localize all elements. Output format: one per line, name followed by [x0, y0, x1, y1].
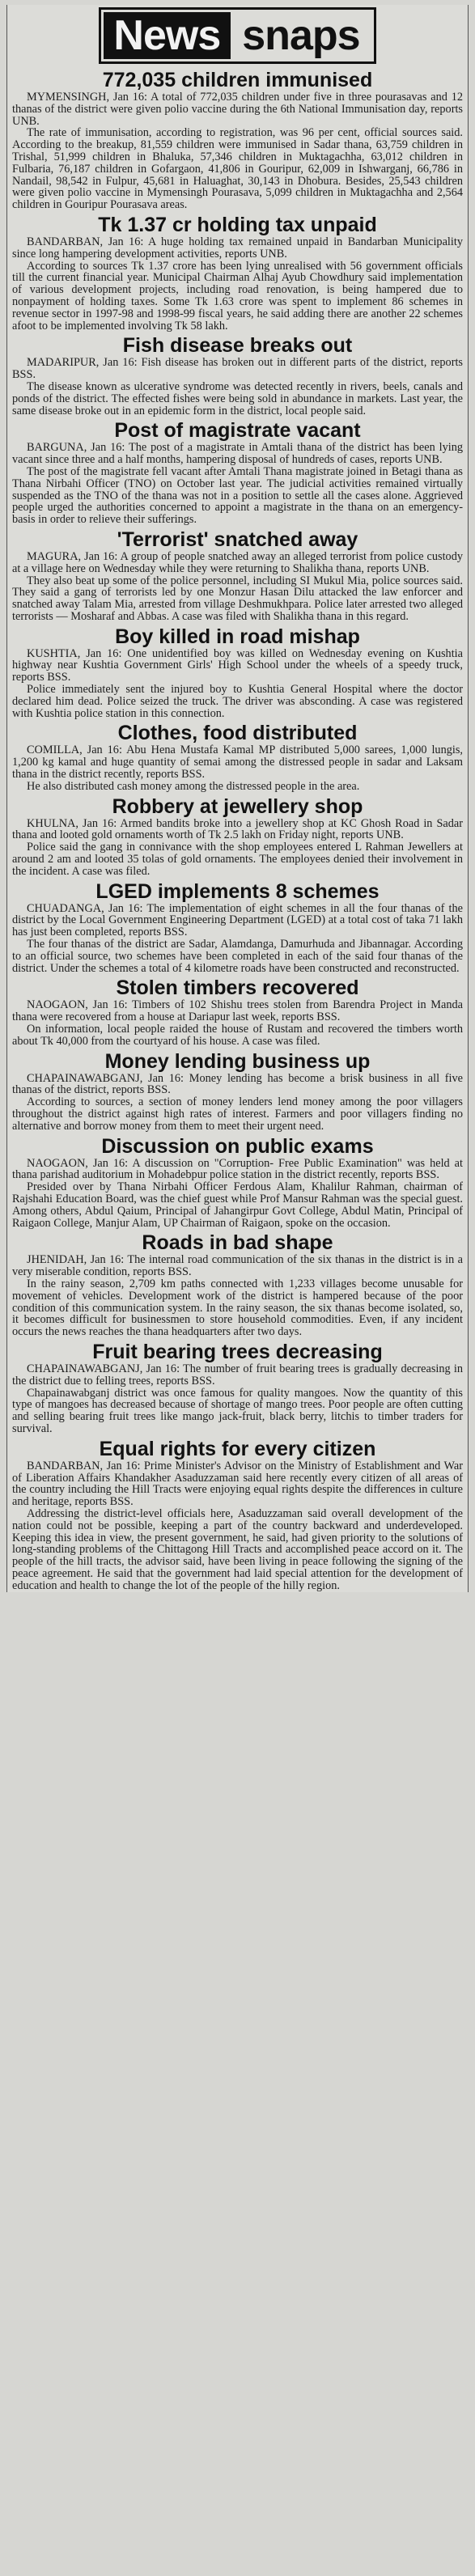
- news-paragraph: Police immediately sent the injured boy to Kushtia General Hospital where the doctor declared him dead. Police seized the truck. The driver was absconding. A case was registered with Kushtia police station in this connection.: [12, 683, 463, 720]
- masthead-logo: [99, 7, 375, 64]
- news-paragraph: CHAPAINAWABGANJ, Jan 16: Money lending has become a brisk business in all five thanas of the district, reports BSS.: [12, 1071, 463, 1097]
- masthead-news: News: [104, 12, 228, 59]
- news-paragraph: NAOGAON, Jan 16: Timbers of 102 Shishu trees stolen from Barendra Project in Manda thana were recovered from a house at Dariapur last week, reports BSS.: [12, 998, 463, 1024]
- news-column: [6, 5, 469, 1592]
- news-paragraph: MAGURA, Jan 16: A group of people snatched away an alleged terrorist from police custody at a village here on Wednesday while they were returning to Shalikha thana, reports UNB.: [12, 549, 463, 575]
- news-paragraph: He also distributed cash money among the distressed people in the area.: [27, 779, 360, 793]
- news-item: [12, 878, 463, 975]
- news-paragraph: CHAPAINAWABGANJ, Jan 16: The number of fruit bearing trees is gradually decreasing in the district due to felling trees, reports BSS.: [12, 1362, 463, 1388]
- news-paragraph: BANDARBAN, Jan 16: A huge holding tax remained unpaid in Bandarban Municipality since long hampering development activities, reports UNB.: [12, 235, 463, 261]
- news-paragraph: NAOGAON, Jan 16: A discussion on "Corruption- Free Public Examination" was held at thana parishad auditorium in Mohadebpur police station in the district recently, reports BSS.: [12, 1156, 463, 1182]
- news-paragraph: MYMENSINGH, Jan 16: A total of 772,035 children under five in three pourasavas and 12 thanas of the district were given polio vaccine during the 6th National Immunisation day, reports UNB.: [12, 91, 463, 128]
- news-paragraph: BARGUNA, Jan 16: The post of a magistrate in Amtali thana of the district has been lying vacant since three and a half months, hampering disposal of hundreds of cases, reports UNB.: [12, 441, 463, 467]
- news-item: [12, 719, 463, 792]
- news-headline: Tk 1.37 cr holding tax unpaid: [98, 213, 377, 236]
- news-paragraph: According to sources Tk 1.37 crore has been lying unrealised with 56 government officials till the current financial year. Municipal Chairman Alhaj Ayub Chowdhury said implementation of various development projects, including road renovation, is being hampered due to nonpayment of holding taxes. Some Tk 1.63 crore was spent to implement 86 schemes in revenue sector in 1997-98 and 1998-99 fiscal years, he said adding there are another 22 schemes afoot to be implemented involving Tk 58 lakh.: [12, 259, 463, 333]
- news-item: [12, 793, 463, 878]
- news-headline: Stolen timbers recovered: [116, 977, 359, 1000]
- news-paragraph: The disease known as ulcerative syndrome was detected recently in rivers, beels, canals and ponds of the district. The effected fishes were being sold in abundance in markets. Last year, the same disease broke out in an epidemic form in the district, local people said.: [12, 379, 463, 417]
- news-paragraph: According to sources, a section of money lenders lend money among the poor villagers throughout the district against high rates of interest. Farmers and poor villagers finding no alternative and borrow money from them to meet their urgent need.: [12, 1095, 463, 1133]
- news-paragraph: KUSHTIA, Jan 16: One unidentified boy was killed on Wednesday evening on Kushtia highway near Kushtia Government Girls' High School under the wheels of a speedy truck, reports BSS.: [12, 646, 463, 684]
- news-headline: Post of magistrate vacant: [114, 419, 361, 443]
- news-headline: LGED implements 8 schemes: [95, 879, 380, 903]
- news-item: [12, 1435, 463, 1592]
- news-paragraph: COMILLA, Jan 16: Abu Hena Mustafa Kamal MP distributed 5,000 sarees, 1,000 lungis, 1,200 kg kamal and huge quantity of semai among the distressed people in sadar and Laksam thana in the district recently, reports BSS.: [12, 744, 463, 782]
- news-headline: Discussion on public exams: [101, 1134, 374, 1158]
- news-item: [12, 332, 463, 417]
- news-item: [12, 417, 463, 526]
- news-paragraph: The four thanas of the district are Sadar, Alamdanga, Damurhuda and Jibannagar. According to an official source, two schemes have been completed in each of the said four thanas of the district. Under the schemes a total of 4 kilometre roads have been constructed and reconstructed.: [12, 938, 463, 975]
- news-headline: 772,035 children immunised: [102, 69, 373, 91]
- news-headline: 'Terrorist' snatched away: [117, 527, 358, 551]
- news-paragraph: BANDARBAN, Jan 16: Prime Minister's Advisor on the Ministry of Establishment and War of Liberation Affairs Khandakher Asaduzzaman said here recently every citizen of all areas of the country including the Hill Tracts were enjoying equal rights despite the differences in culture and heritage, reports BSS.: [12, 1459, 463, 1509]
- news-headline: Robbery at jewellery shop: [112, 794, 363, 818]
- news-headline: Clothes, food distributed: [117, 722, 358, 745]
- news-item: [12, 1133, 463, 1230]
- news-headline: Money lending business up: [104, 1049, 371, 1073]
- news-item: [12, 211, 463, 332]
- news-paragraph: Police said the gang in connivance with the shop employees entered L Rahman Jewellers at around 2 am and looted 35 tolas of gold ornaments. The employees denied their involvement in the incident. A case was filed.: [12, 841, 463, 878]
- news-paragraph: KHULNA, Jan 16: Armed bandits broke into a jewellery shop at KC Ghosh Road in Sadar thana and looted gold ornaments worth of Tk 2.5 lakh on Friday night, reports UNB.: [12, 816, 463, 842]
- news-paragraph: The rate of immunisation, according to registration, was 96 per cent, official sources said. According to the breakup, 81,559 children were immunised in Sadar thana, 63,759 children in Trishal, 51,999 children in Bhaluka, 57,346 children in Muktagachha, 63,012 children in Fulbaria, 76,187 children in Gofargaon, 41,806 in Gouripur, 62,009 in Ishwarganj, 66,786 in Nandail, 98,542 in Fulpur, 45,681 in Haluaghat, 30,143 in Dhobura. Besides, 25,543 children were given polio vaccine in Mymensingh Pourasava, 5,099 children in Muktagachha and 2,564 children in Gouripur Pourasava areas.: [12, 126, 463, 212]
- news-paragraph: The post of the magistrate fell vacant after Amtali Thana magistrate joined in Betagi thana as Thana Nirbahi Officer (TNO) on October last year. The judicial activities remained virtually suspended as the TNO of the thana was not in a position to settle all the cases alone. Aggrieved people urged the authorities concerned to appoint a magistrate in the thana on an emergency-basis in order to relieve their sufferings.: [12, 464, 463, 527]
- news-paragraph: CHUADANGA, Jan 16: The implementation of eight schemes in all the four thanas of the district by the Local Government Engineering Department (LGED) at a total cost of taka 71 lakh has just been completed, reports BSS.: [12, 901, 463, 939]
- masthead-snaps: snaps: [228, 12, 371, 59]
- news-paragraph: Presided over by Thana Nirbahi Officer Ferdous Alam, Khalilur Rahman, chairman of Rajshahi Education Board, was the chief guest while Prof Mansur Rahman was the special guest. Among others, Abdul Qaium, Principal of Jahangirpur Govt College, Abdul Matin, Principal of Raigaon College, Manjur Alam, UP Chairman of Raigaon, spoke on the occasion.: [12, 1180, 463, 1230]
- news-paragraph: On information, local people raided the house of Rustam and recovered the timbers worth about Tk 40,000 from the courtyard of his house. A case was filed.: [12, 1023, 463, 1048]
- news-item: [12, 66, 463, 211]
- news-paragraph: In the rainy season, 2,709 km paths connected with 1,233 villages become unusable for movement of vehicles. Development work of the district is hampered because of the poor condition of this communication system. In the rainy season, the six thanas become isolated, so, it becomes difficult for businessmen to store household commodities. Even, if any incident occurs the news reaches the thana headquarters after two days.: [12, 1277, 463, 1339]
- news-item: [12, 1338, 463, 1435]
- news-item: [12, 1229, 463, 1338]
- news-item: [12, 1048, 463, 1133]
- news-headline: Boy killed in road mishap: [115, 625, 360, 648]
- masthead: [12, 5, 463, 66]
- news-item: [12, 526, 463, 623]
- articles-list: [12, 66, 463, 1592]
- news-paragraph: JHENIDAH, Jan 16: The internal road communication of the six thanas in the district is in a very miserable condition, reports BSS.: [12, 1253, 463, 1279]
- news-headline: Fruit bearing trees decreasing: [92, 1340, 383, 1363]
- news-paragraph: They also beat up some of the police personnel, including SI Mukul Mia, police sources said. They said a gang of terrorists led by one Monzur Hasan Dilu attacked the law enforcer and snatched away Talam Mia, arrested from village Deshmukhpara. Police later arrested two alleged terrorists — Mosharaf and Abbas. A case was filed with Shalikha thana in this regard.: [12, 574, 463, 623]
- news-headline: Roads in bad shape: [142, 1231, 333, 1255]
- news-paragraph: Addressing the district-level officials here, Asaduzzaman said overall development of the nation could not be possible, keeping a part of the country backward and underdeveloped. Keeping this idea in view, the present government, he said, had given priority to the solutions of long-standing problems of the Chittagong Hill Tracts and accomplished peace accord on it. The people of the hill tracts, the advisor said, have been living in peace following the signing of the peace agreement. He said that the government had laid special attention for the development of education and health to change the lot of the people of the hilly region.: [12, 1506, 463, 1592]
- news-paragraph: MADARIPUR, Jan 16: Fish disease has broken out in different parts of the district, reports BSS.: [12, 356, 463, 382]
- news-paragraph: Chapainawabganj district was once famous for quality mangoes. Now the quantity of this type of mangoes has decreased because of shortage of mango trees. Poor people are often cutting and selling bearing fruit trees like mango jack-fruit, black berry, litchis to timber traders for survival.: [12, 1386, 463, 1435]
- news-headline: Fish disease breaks out: [122, 334, 353, 358]
- news-headline: Equal rights for every citizen: [99, 1437, 376, 1460]
- news-item: [12, 974, 463, 1047]
- news-item: [12, 623, 463, 720]
